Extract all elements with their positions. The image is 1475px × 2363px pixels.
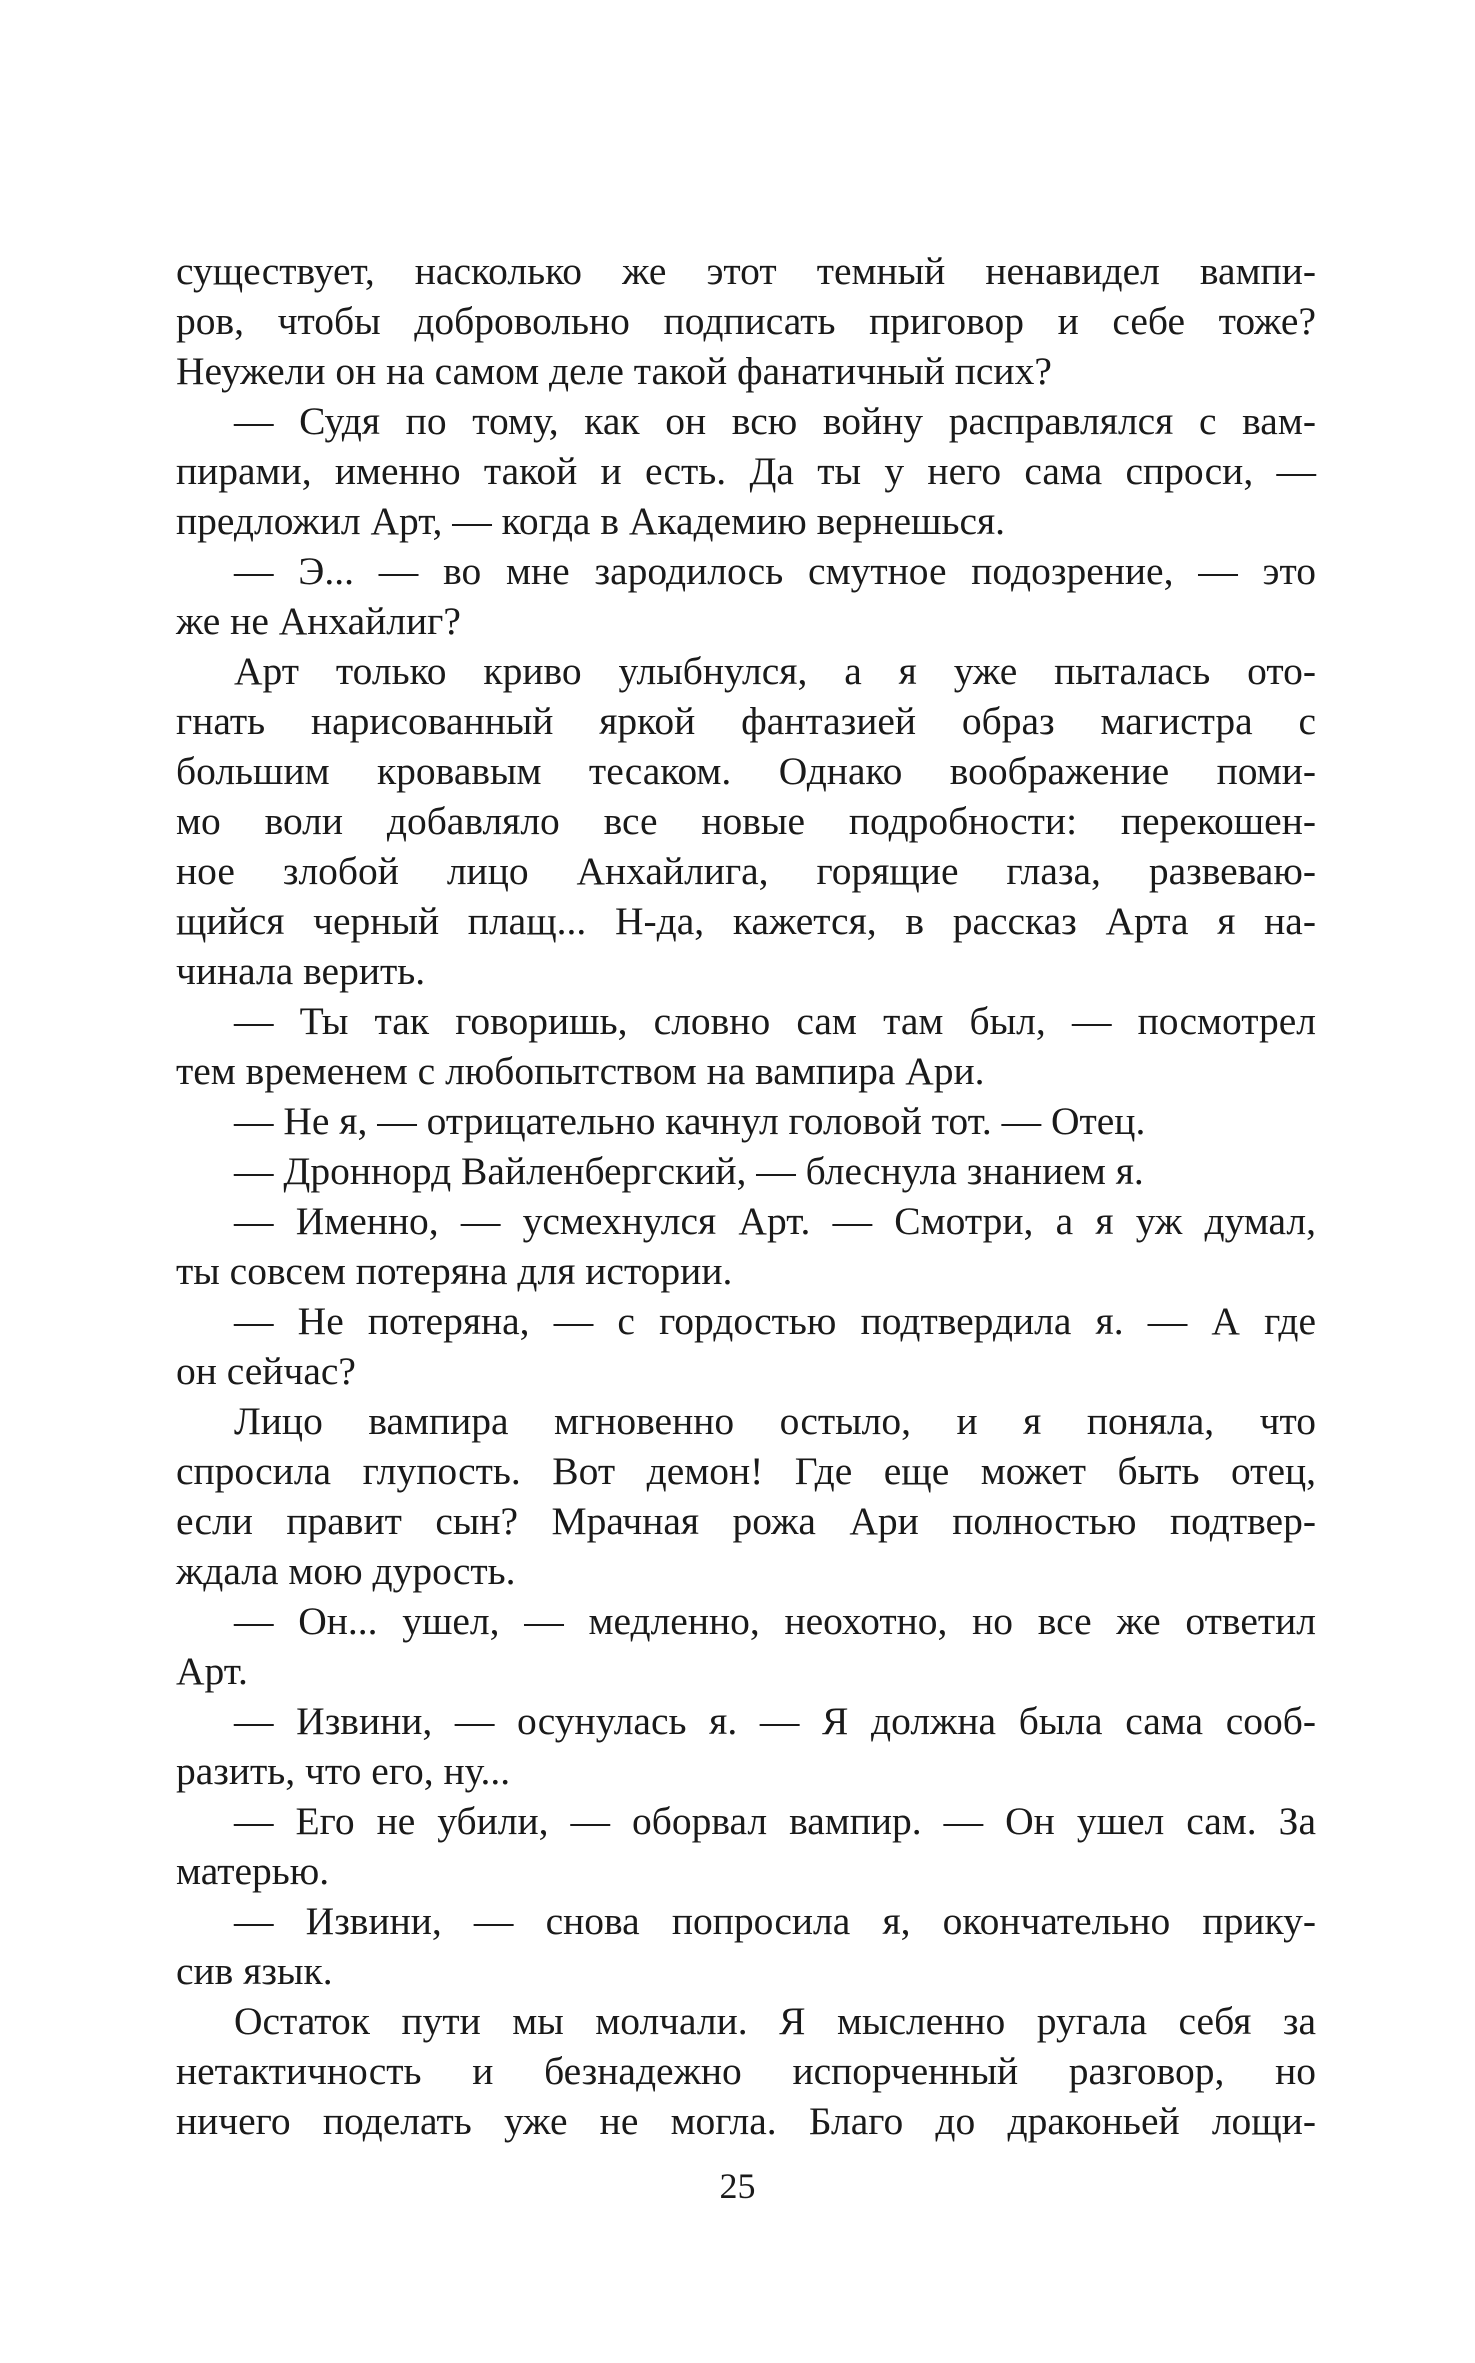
text-line: — Судя по тому, как он всю войну расправлялся с вам-	[234, 399, 1316, 443]
text-line: ждала мою дурость.	[176, 1549, 516, 1593]
text-line: Остаток пути мы молчали. Я мысленно ругала себя за	[234, 1999, 1316, 2043]
text-line: — Извини, — осунулась я. — Я должна была сама сооб-	[234, 1699, 1316, 1743]
text-line: же не Анхайлиг?	[176, 599, 461, 643]
text-line: ров, чтобы добровольно подписать приговор и себе тоже?	[176, 299, 1316, 343]
text-line: ничего поделать уже не могла. Благо до драконьей лощи-	[176, 2099, 1316, 2143]
text-line: существует, насколько же этот темный ненавидел вампи-	[176, 249, 1316, 293]
text-line: — Извини, — снова попросила я, окончательно прику-	[234, 1899, 1316, 1943]
text-line: Арт только криво улыбнулся, а я уже пыталась ото-	[234, 649, 1316, 693]
text-line: — Э... — во мне зародилось смутное подозрение, — это	[234, 549, 1316, 593]
text-line: разить, что его, ну...	[176, 1749, 511, 1793]
text-line: Неужели он на самом деле такой фанатичный псих?	[176, 349, 1052, 393]
text-line: Арт.	[176, 1649, 248, 1693]
text-line: — Не я, — отрицательно качнул головой тот. — Отец.	[234, 1099, 1146, 1143]
page-number: 25	[719, 2166, 756, 2206]
text-line: если правит сын? Мрачная рожа Ари полностью подтвер-	[176, 1499, 1316, 1543]
text-line: гнать нарисованный яркой фантазией образ магистра с	[176, 699, 1316, 743]
text-line: пирами, именно такой и есть. Да ты у него сама спроси, —	[176, 449, 1316, 493]
text-line: Лицо вампира мгновенно остыло, и я поняла, что	[234, 1399, 1316, 1443]
text-line: тем временем с любопытством на вампира Ари.	[176, 1049, 985, 1093]
text-line: сив язык.	[176, 1949, 333, 1993]
text-line: — Он... ушел, — медленно, неохотно, но все же ответил	[234, 1599, 1316, 1643]
text-line: предложил Арт, — когда в Академию вернешься.	[176, 499, 1006, 543]
text-line: — Его не убили, — оборвал вампир. — Он ушел сам. За	[234, 1799, 1316, 1843]
text-line: спросила глупость. Вот демон! Где еще может быть отец,	[176, 1449, 1316, 1493]
text-line: мо воли добавляло все новые подробности: перекошен-	[176, 799, 1316, 843]
text-line: нетактичность и безнадежно испорченный разговор, но	[176, 2049, 1316, 2093]
text-line: ное злобой лицо Анхайлига, горящие глаза, развеваю-	[176, 849, 1316, 893]
body-text	[176, 246, 1316, 2146]
text-line: матерью.	[176, 1849, 330, 1893]
text-line: щийся черный плащ... Н-да, кажется, в рассказ Арта я на-	[176, 899, 1316, 943]
text-line: чинала верить.	[176, 949, 426, 993]
text-line: — Ты так говоришь, словно сам там был, — посмотрел	[234, 999, 1316, 1043]
text-line: — Именно, — усмехнулся Арт. — Смотри, а я уж думал,	[234, 1199, 1316, 1243]
text-line: ты совсем потеряна для истории.	[176, 1249, 733, 1293]
text-line: — Не потеряна, — с гордостью подтвердила я. — А где	[234, 1299, 1316, 1343]
text-line: он сейчас?	[176, 1349, 356, 1393]
text-line: большим кровавым тесаком. Однако воображение поми-	[176, 749, 1316, 793]
text-line: — Дроннорд Вайленбергский, — блеснула знанием я.	[234, 1149, 1144, 1193]
